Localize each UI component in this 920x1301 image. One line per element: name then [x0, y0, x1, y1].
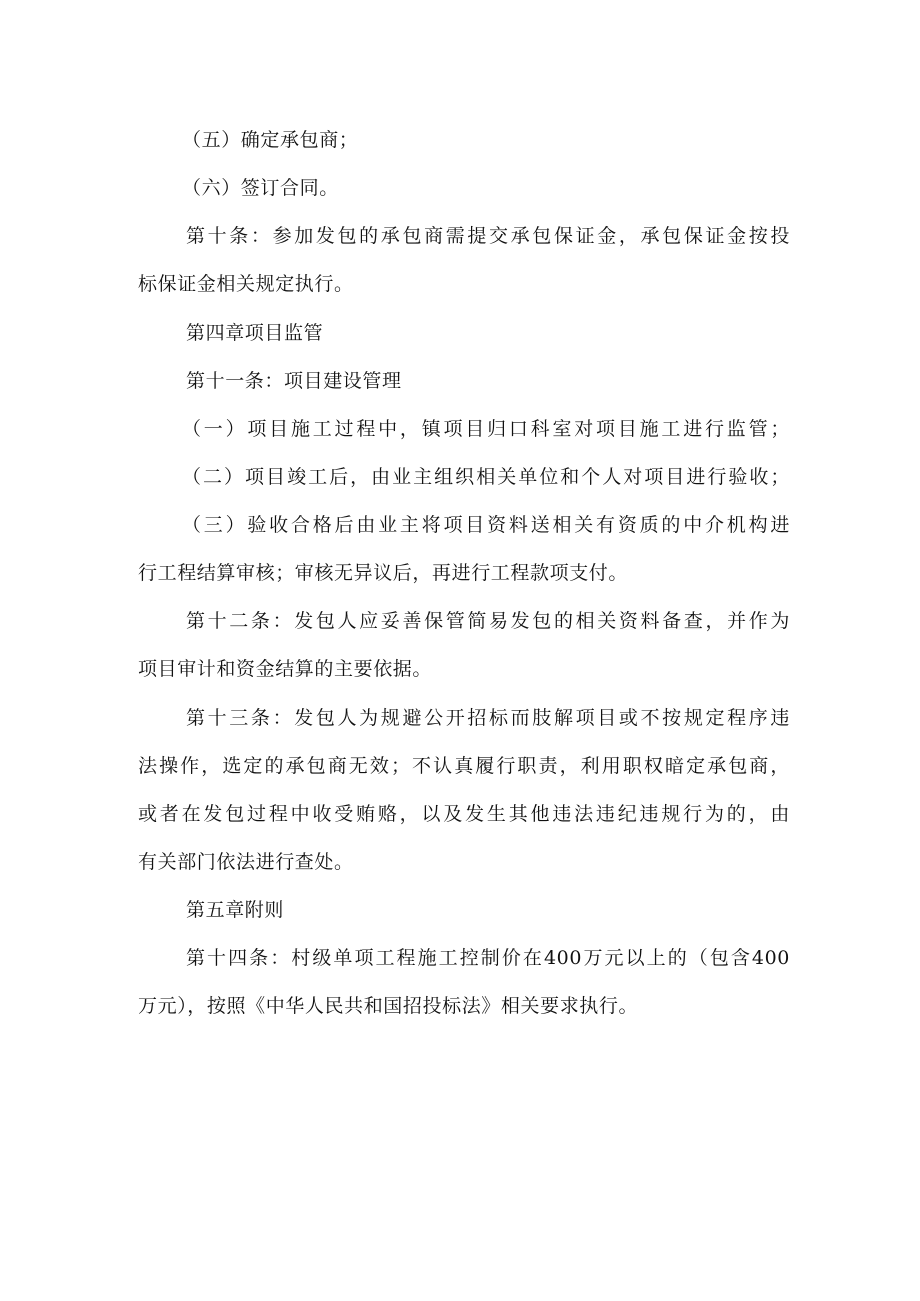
article-13-line-2: 法操作，选定的承包商无效；不认真履行职责，利用职权暗定承包商， [138, 755, 790, 777]
article-14-line-2: 万元），按照《中华人民共和国招投标法》相关要求执行。 [138, 995, 639, 1017]
article-12-line-1: 第十二条：发包人应妥善保管简易发包的相关资料备查，并作为 [186, 610, 790, 632]
article-13-line-3: 或者在发包过程中收受贿赂，以及发生其他违法违纪违规行为的，由 [138, 803, 790, 825]
article-13-line-4: 有关部门依法进行查处。 [138, 851, 354, 873]
article-10-line-2: 标保证金相关规定执行。 [138, 273, 354, 295]
article-11-item-3-line-2: 行工程结算审核；审核无异议后，再进行工程款项支付。 [138, 562, 629, 584]
chapter-4-heading: 第四章项目监管 [186, 322, 324, 344]
item-five: （五）确定承包商； [182, 129, 359, 151]
article-11-item-2: （二）项目竣工后，由业主组织相关单位和个人对项目进行验收； [182, 466, 790, 488]
article-11-item-3-line-1: （三）验收合格后由业主将项目资料送相关有资质的中介机构进 [182, 514, 790, 536]
item-six: （六）签订合同。 [182, 177, 339, 199]
chapter-5-heading: 第五章附则 [186, 899, 285, 921]
article-11-item-1: （一）项目施工过程中，镇项目归口科室对项目施工进行监管； [182, 418, 790, 440]
article-14-line-1: 第十四条：村级单项工程施工控制价在400万元以上的（包含400 [186, 947, 790, 969]
article-11-heading: 第十一条：项目建设管理 [186, 370, 402, 392]
article-13-line-1: 第十三条：发包人为规避公开招标而肢解项目或不按规定程序违 [186, 707, 790, 729]
article-12-line-2: 项目审计和资金结算的主要依据。 [138, 658, 433, 680]
article-10-line-1: 第十条：参加发包的承包商需提交承包保证金，承包保证金按投 [186, 225, 790, 247]
